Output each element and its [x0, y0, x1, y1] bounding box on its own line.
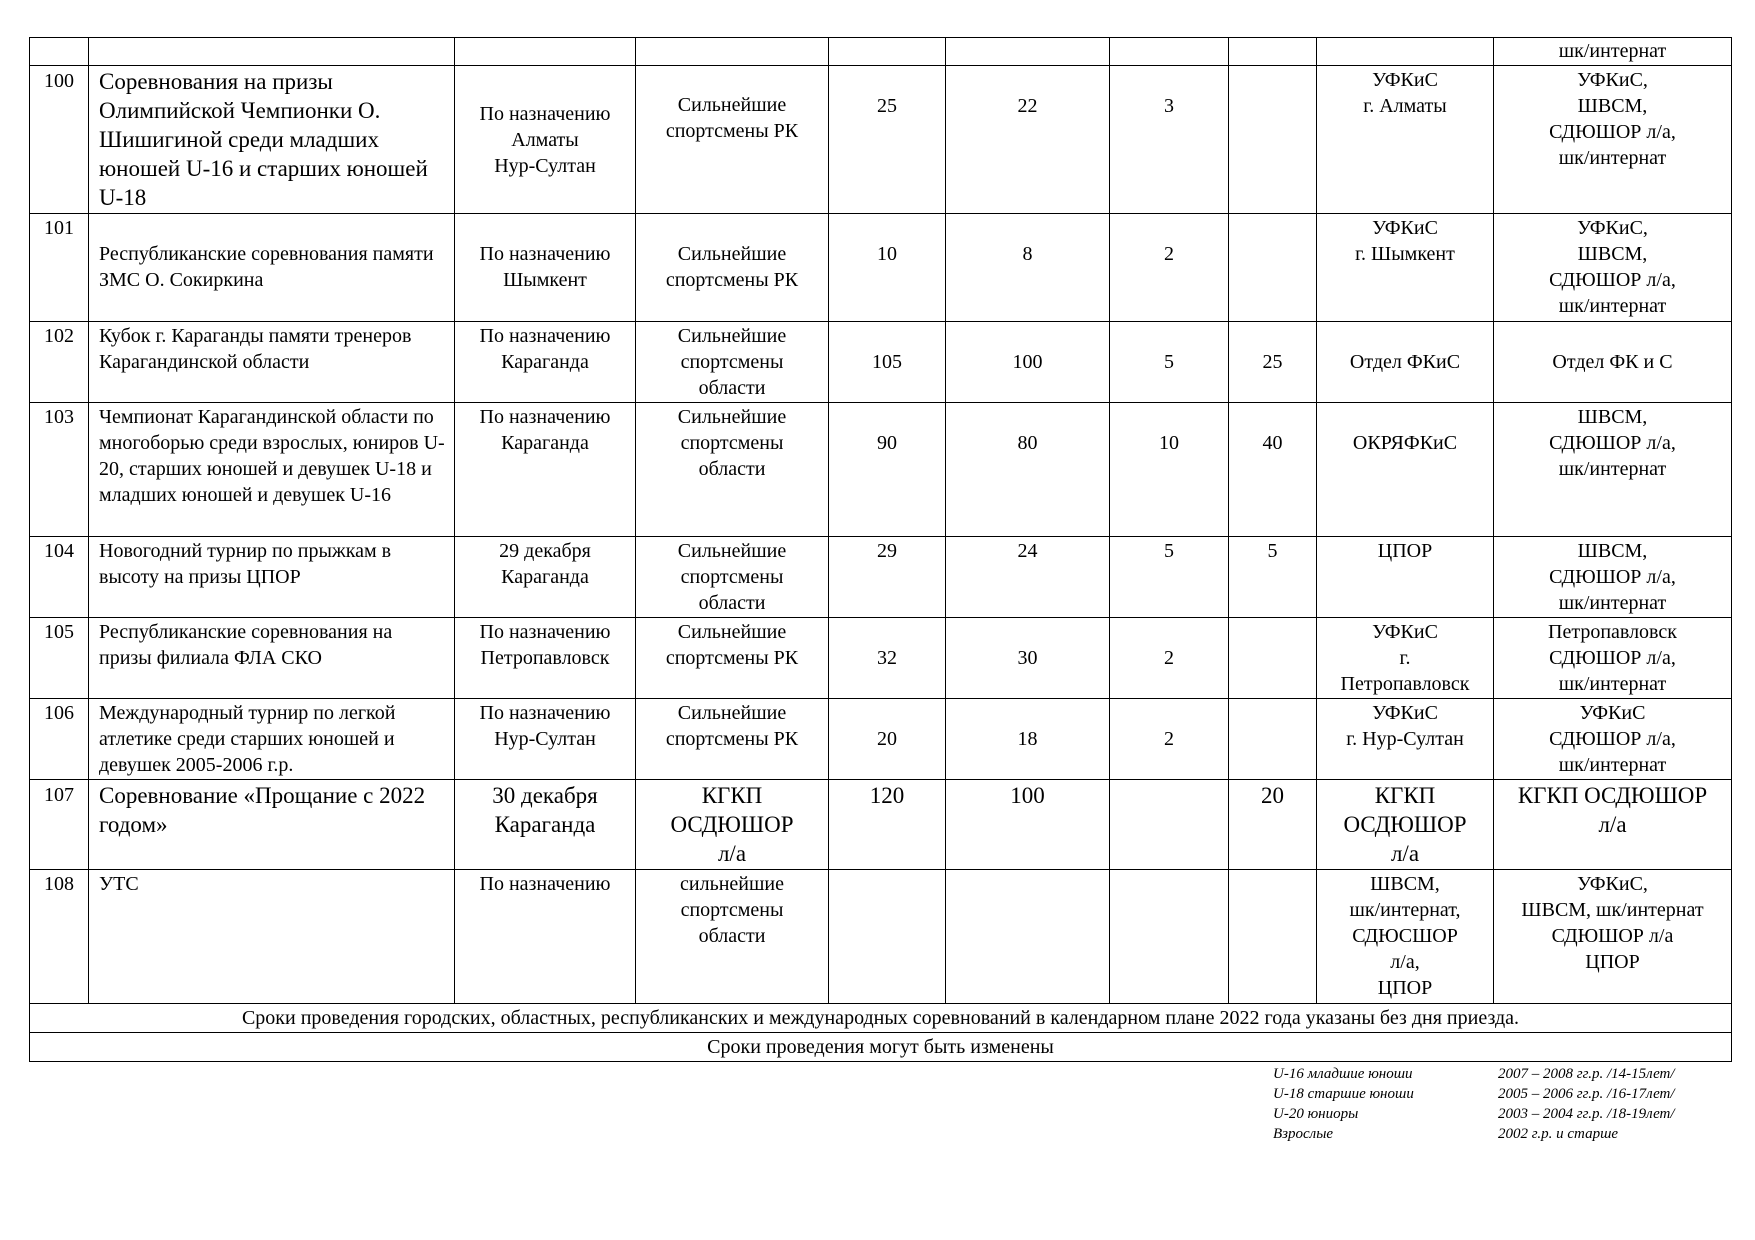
- cell-c7: 5: [1110, 322, 1229, 403]
- legend-label: Взрослые: [1273, 1126, 1334, 1142]
- cell-c5: [829, 38, 946, 66]
- cell-org: Отдел ФКиС: [1317, 322, 1494, 403]
- cell-c5: 90: [829, 403, 946, 537]
- cell-participants: Сильнейшие спортсмены РК: [636, 618, 829, 699]
- cell-org-text: ШВСМ, шк/интернат, СДЮСШОР л/а, ЦПОР: [1349, 873, 1461, 999]
- cell-date: [455, 214, 636, 322]
- cell-c5: 32: [829, 618, 946, 699]
- cell-c5: 120: [829, 780, 946, 870]
- cell-c8: [1229, 618, 1317, 699]
- competition-calendar-table: [29, 37, 1732, 1062]
- cell-participants: [636, 870, 829, 1004]
- cell-c8: 25: [1229, 322, 1317, 403]
- cell-name: Республиканские соревнования на призы филиала ФЛА СКО: [89, 618, 455, 699]
- cell-c5: 105: [829, 322, 946, 403]
- cell-c6: 80: [946, 403, 1110, 537]
- cell-c7: 2: [1110, 618, 1229, 699]
- cell-participants-text: Сильнейшие спортсмены РК: [665, 243, 799, 291]
- cell-c8: [1229, 66, 1317, 214]
- table-footer-row: [30, 1004, 1732, 1033]
- cell-c7: 10: [1110, 403, 1229, 537]
- cell-name: Международный турнир по легкой атлетике среди старших юношей и девушек 2005-2006 г.р.: [89, 699, 455, 780]
- cell-resp-text: УФКиС СДЮШОР л/а, шк/интернат: [1549, 702, 1676, 776]
- table-row: [30, 780, 1732, 870]
- cell-num: 104: [30, 537, 89, 618]
- cell-resp: [1494, 780, 1732, 870]
- cell-org: ЦПОР: [1317, 537, 1494, 618]
- cell-date: [455, 537, 636, 618]
- cell-num: 105: [30, 618, 89, 699]
- legend-value: 2007 – 2008 гг.р. /14-15лет/: [1498, 1066, 1675, 1082]
- cell-date-text: 30 декабря Караганда: [492, 783, 598, 837]
- cell-name: Чемпионат Карагандинской области по многоборью среди взрослых, юниров U-20, старших юношей и девушек U-18 и младших юношей и девушек U-16: [89, 403, 455, 537]
- cell-c5: 10: [829, 214, 946, 322]
- cell-date: [455, 403, 636, 537]
- age-category-legend: [1273, 1064, 1723, 1144]
- cell-c7: [1110, 38, 1229, 66]
- cell-participants-text: Сильнейшие спортсмены РК: [665, 94, 799, 142]
- cell-resp: [1494, 699, 1732, 780]
- cell-date-text: По назначению Караганда: [479, 325, 611, 373]
- cell-resp: [1494, 66, 1732, 214]
- legend-label: U-16 младшие юноши: [1273, 1066, 1413, 1082]
- table-row: [30, 870, 1732, 1004]
- cell-num: 101: [30, 214, 89, 322]
- cell-c7: 2: [1110, 214, 1229, 322]
- cell-c8: 5: [1229, 537, 1317, 618]
- cell-c8: 40: [1229, 403, 1317, 537]
- footer-note-dates: Сроки проведения городских, областных, республиканских и международных соревнований в календарном плане 2022 года указаны без дня приезда.: [30, 1004, 1732, 1033]
- footer-note-changes: Сроки проведения могут быть изменены: [30, 1033, 1732, 1062]
- cell-c7: [1110, 780, 1229, 870]
- cell-name: Кубок г. Караганды памяти тренеров Карагандинской области: [89, 322, 455, 403]
- cell-participants: Сильнейшие спортсмены РК: [636, 699, 829, 780]
- cell-resp-text: Петропавловск СДЮШОР л/а, шк/интернат: [1548, 621, 1677, 695]
- cell-num: 103: [30, 403, 89, 537]
- cell-num: 106: [30, 699, 89, 780]
- cell-c5: 29: [829, 537, 946, 618]
- cell-c8: 20: [1229, 780, 1317, 870]
- cell-participants-text: КГКП ОСДЮШОР л/а: [670, 783, 794, 866]
- cell-participants: [636, 780, 829, 870]
- legend-value: 2003 – 2004 гг.р. /18-19лет/: [1498, 1106, 1675, 1122]
- table-row: [30, 537, 1732, 618]
- cell-name: УТС: [89, 870, 455, 1004]
- cell-name: [89, 38, 455, 66]
- cell-num: 100: [30, 66, 89, 214]
- cell-c7: [1110, 870, 1229, 1004]
- table-row: [30, 699, 1732, 780]
- cell-participants: [636, 214, 829, 322]
- cell-participants: Сильнейшие спортсмены области: [636, 537, 829, 618]
- legend-value: 2005 – 2006 гг.р. /16-17лет/: [1498, 1086, 1675, 1102]
- cell-c6: 22: [946, 66, 1110, 214]
- cell-resp: Отдел ФК и С: [1494, 322, 1732, 403]
- table-footer-row: [30, 1033, 1732, 1062]
- cell-resp-text: КГКП ОСДЮШОР л/а: [1517, 783, 1708, 837]
- cell-c5: 20: [829, 699, 946, 780]
- cell-c8: [1229, 38, 1317, 66]
- cell-participants: Сильнейшие спортсмены области: [636, 322, 829, 403]
- cell-participants: [636, 38, 829, 66]
- cell-org-text: УФКиС г. Шымкент: [1355, 217, 1455, 265]
- cell-resp: [1494, 214, 1732, 322]
- cell-name: Соревнование «Прощание с 2022 годом»: [89, 780, 455, 870]
- legend-value: 2002 г.р. и старше: [1498, 1126, 1619, 1142]
- cell-org: [1317, 66, 1494, 214]
- cell-date: [455, 322, 636, 403]
- cell-org: [1317, 38, 1494, 66]
- cell-name: Соревнования на призы Олимпийской Чемпионки О. Шишигиной среди младших юношей U-16 и старших юношей U-18: [89, 66, 455, 214]
- legend-row: [1273, 1084, 1723, 1104]
- cell-c5: 25: [829, 66, 946, 214]
- legend-label: U-20 юниоры: [1273, 1106, 1359, 1122]
- cell-c7: 5: [1110, 537, 1229, 618]
- cell-num: 102: [30, 322, 89, 403]
- cell-resp: шк/интернат: [1494, 38, 1732, 66]
- cell-c7: 2: [1110, 699, 1229, 780]
- cell-c6: 18: [946, 699, 1110, 780]
- table-row: [30, 322, 1732, 403]
- cell-org-text: УФКиС г. Петропавловск: [1340, 621, 1470, 695]
- cell-c6: [946, 38, 1110, 66]
- cell-date: [455, 38, 636, 66]
- cell-resp: [1494, 618, 1732, 699]
- table-row: [30, 214, 1732, 322]
- cell-org: [1317, 699, 1494, 780]
- cell-participants: Сильнейшие спортсмены области: [636, 403, 829, 537]
- cell-c6: [946, 870, 1110, 1004]
- cell-resp-text: УФКиС, ШВСМ, шк/интернат СДЮШОР л/а ЦПОР: [1521, 873, 1704, 973]
- cell-date-text: По назначению Шымкент: [479, 243, 611, 291]
- cell-c5: [829, 870, 946, 1004]
- cell-date-text: По назначению Нур-Султан: [479, 702, 611, 750]
- cell-date: [455, 699, 636, 780]
- cell-c8: [1229, 214, 1317, 322]
- cell-org: [1317, 618, 1494, 699]
- legend-row: [1273, 1064, 1723, 1084]
- cell-c6: 100: [946, 322, 1110, 403]
- cell-c6: 24: [946, 537, 1110, 618]
- cell-num: 107: [30, 780, 89, 870]
- cell-c8: [1229, 699, 1317, 780]
- cell-c6: 100: [946, 780, 1110, 870]
- cell-date-text: По назначению Караганда: [479, 406, 611, 454]
- legend-label: U-18 старшие юноши: [1273, 1086, 1414, 1102]
- cell-resp: [1494, 403, 1732, 537]
- cell-name: Новогодний турнир по прыжкам в высоту на призы ЦПОР: [89, 537, 455, 618]
- cell-resp: [1494, 870, 1732, 1004]
- cell-participants: [636, 66, 829, 214]
- cell-resp-text: УФКиС, ШВСМ, СДЮШОР л/а, шк/интернат: [1549, 217, 1676, 317]
- cell-date-text: 29 декабря Караганда: [499, 540, 591, 588]
- cell-org: [1317, 780, 1494, 870]
- cell-resp-text: УФКиС, ШВСМ, СДЮШОР л/а, шк/интернат: [1549, 69, 1676, 169]
- cell-date: [455, 66, 636, 214]
- cell-resp-text: ШВСМ, СДЮШОР л/а, шк/интернат: [1549, 406, 1676, 480]
- cell-resp-text: ШВСМ, СДЮШОР л/а, шк/интернат: [1549, 540, 1676, 614]
- legend-row: [1273, 1124, 1723, 1144]
- cell-date: По назначению: [455, 870, 636, 1004]
- cell-org-text: УФКиС г. Нур-Султан: [1346, 702, 1464, 750]
- cell-org-text: УФКиС г. Алматы: [1363, 69, 1447, 117]
- table-row: [30, 403, 1732, 537]
- table-row: [30, 66, 1732, 214]
- cell-org: [1317, 870, 1494, 1004]
- cell-date-text: По назначению Алматы Нур-Султан: [479, 102, 611, 177]
- cell-c6: 8: [946, 214, 1110, 322]
- cell-date: [455, 618, 636, 699]
- cell-org: ОКРЯФКиС: [1317, 403, 1494, 537]
- legend-row: [1273, 1104, 1723, 1124]
- cell-name: [89, 214, 455, 322]
- cell-c8: [1229, 870, 1317, 1004]
- cell-resp: [1494, 537, 1732, 618]
- table-row: [30, 38, 1732, 66]
- cell-org: [1317, 214, 1494, 322]
- cell-c6: 30: [946, 618, 1110, 699]
- cell-num: 108: [30, 870, 89, 1004]
- cell-num: [30, 38, 89, 66]
- cell-date: [455, 780, 636, 870]
- cell-c7: 3: [1110, 66, 1229, 214]
- cell-org-text: КГКП ОСДЮШОР л/а: [1343, 783, 1467, 866]
- cell-name-text: Республиканские соревнования памяти ЗМС О. Сокиркина: [99, 243, 434, 291]
- cell-participants-text: сильнейшие спортсмены области: [680, 873, 784, 947]
- table-row: [30, 618, 1732, 699]
- cell-date-text: По назначению Петропавловск: [479, 621, 611, 669]
